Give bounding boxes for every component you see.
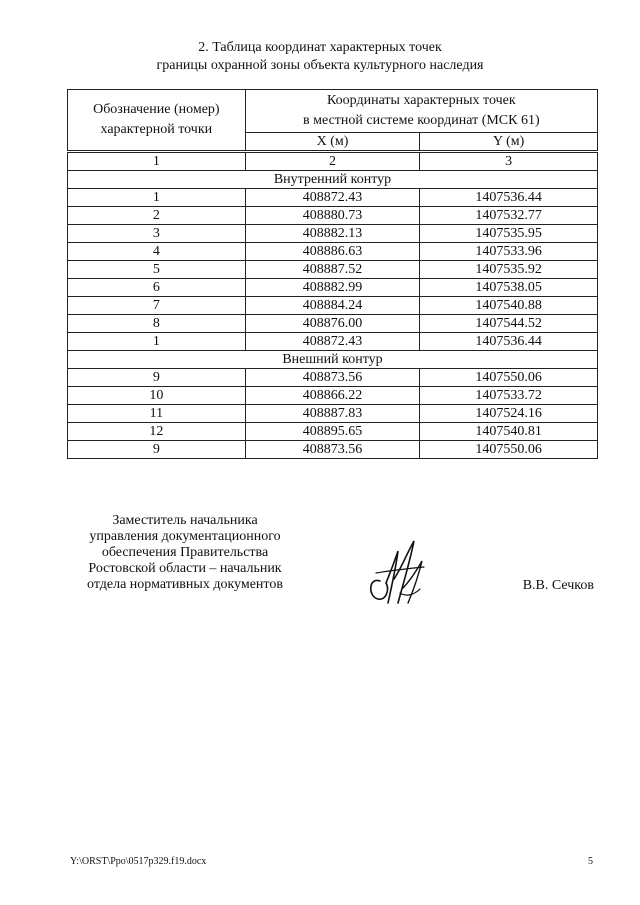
x-coordinate-cell: 408887.83 (245, 405, 420, 423)
y-coordinate-cell: 1407535.95 (420, 225, 598, 243)
table-header-row (68, 90, 598, 133)
group-label-row (68, 351, 598, 369)
table-row (68, 261, 598, 279)
x-coordinate-cell: 408882.13 (245, 225, 420, 243)
x-coordinate-cell: 408872.43 (245, 333, 420, 351)
point-number-cell: 4 (68, 243, 246, 261)
point-number-cell: 11 (68, 405, 246, 423)
y-coordinate-cell: 1407544.52 (420, 315, 598, 333)
x-coordinate-cell: 408884.24 (245, 297, 420, 315)
table-row (68, 279, 598, 297)
point-number-cell: 12 (68, 423, 246, 441)
table-row (68, 225, 598, 243)
y-coordinate-cell: 1407532.77 (420, 207, 598, 225)
group-label: Внешний контур (245, 351, 420, 369)
point-number-cell: 3 (68, 225, 246, 243)
y-coordinate-cell: 1407540.81 (420, 423, 598, 441)
point-number-cell: 10 (68, 387, 246, 405)
title-line-2: границы охранной зоны объекта культурного наследия (156, 58, 484, 73)
y-coordinate-cell: 1407533.96 (420, 243, 598, 261)
header-coordinates: Координаты характерных точек в местной системе координат (МСК 61) (245, 90, 597, 133)
x-coordinate-cell: 408886.63 (245, 243, 420, 261)
y-coordinate-cell: 1407536.44 (420, 189, 598, 207)
table-row (68, 297, 598, 315)
point-number-cell: 1 (68, 333, 246, 351)
signatory-position (70, 513, 300, 593)
table-row (68, 369, 598, 387)
x-coordinate-cell: 408872.43 (245, 189, 420, 207)
y-coordinate-cell: 1407538.05 (420, 279, 598, 297)
x-coordinate-cell: 408880.73 (245, 207, 420, 225)
signatory-line: управления документационного (89, 529, 281, 544)
numbering-cell: 3 (420, 152, 598, 171)
table-row (68, 387, 598, 405)
x-coordinate-cell: 408876.00 (245, 315, 420, 333)
point-number-cell: 6 (68, 279, 246, 297)
table-row (68, 405, 598, 423)
signatory-line: обеспечения Правительства (101, 545, 269, 560)
page-number: 5 (588, 856, 593, 867)
point-number-cell: 2 (68, 207, 246, 225)
point-number-cell: 7 (68, 297, 246, 315)
y-coordinate-cell: 1407550.06 (420, 441, 598, 459)
y-coordinate-cell: 1407536.44 (420, 333, 598, 351)
point-number-cell: 1 (68, 189, 246, 207)
table-row (68, 441, 598, 459)
footer-file-path: Y:\ORST\Ppo\0517p329.f19.docx (70, 856, 207, 867)
point-number-cell: 8 (68, 315, 246, 333)
handwritten-signature (358, 533, 438, 613)
x-coordinate-cell: 408895.65 (245, 423, 420, 441)
numbering-cell: 1 (68, 152, 246, 171)
group-label-row (68, 171, 598, 189)
y-coordinate-cell: 1407533.72 (420, 387, 598, 405)
x-coordinate-cell: 408873.56 (245, 369, 420, 387)
header-x: X (м) (245, 133, 420, 152)
x-coordinate-cell: 408887.52 (245, 261, 420, 279)
signatory-line: отдела нормативных документов (87, 577, 283, 592)
table-row (68, 207, 598, 225)
document-title (0, 39, 640, 75)
header-point-designation: Обозначение (номер) характерной точки (68, 90, 246, 152)
table-row (68, 333, 598, 351)
signatory-line: Заместитель начальника (112, 513, 258, 528)
group-label: Внутренний контур (245, 171, 420, 189)
table-row (68, 423, 598, 441)
table-row (68, 315, 598, 333)
y-coordinate-cell: 1407535.92 (420, 261, 598, 279)
y-coordinate-cell: 1407540.88 (420, 297, 598, 315)
table-body (68, 171, 598, 459)
signer-name: В.В. Сечков (522, 578, 594, 593)
point-number-cell: 9 (68, 369, 246, 387)
point-number-cell: 5 (68, 261, 246, 279)
x-coordinate-cell: 408882.99 (245, 279, 420, 297)
y-coordinate-cell: 1407524.16 (420, 405, 598, 423)
title-line-1: 2. Таблица координат характерных точек (198, 40, 442, 55)
header-y: Y (м) (420, 133, 598, 152)
table-row (68, 243, 598, 261)
y-coordinate-cell: 1407550.06 (420, 369, 598, 387)
point-number-cell: 9 (68, 441, 246, 459)
signatory-line: Ростовской области – начальник (88, 561, 282, 576)
coordinates-table (67, 89, 598, 459)
table-row (68, 189, 598, 207)
table-numbering-row (68, 152, 598, 171)
x-coordinate-cell: 408866.22 (245, 387, 420, 405)
x-coordinate-cell: 408873.56 (245, 441, 420, 459)
numbering-cell: 2 (245, 152, 420, 171)
